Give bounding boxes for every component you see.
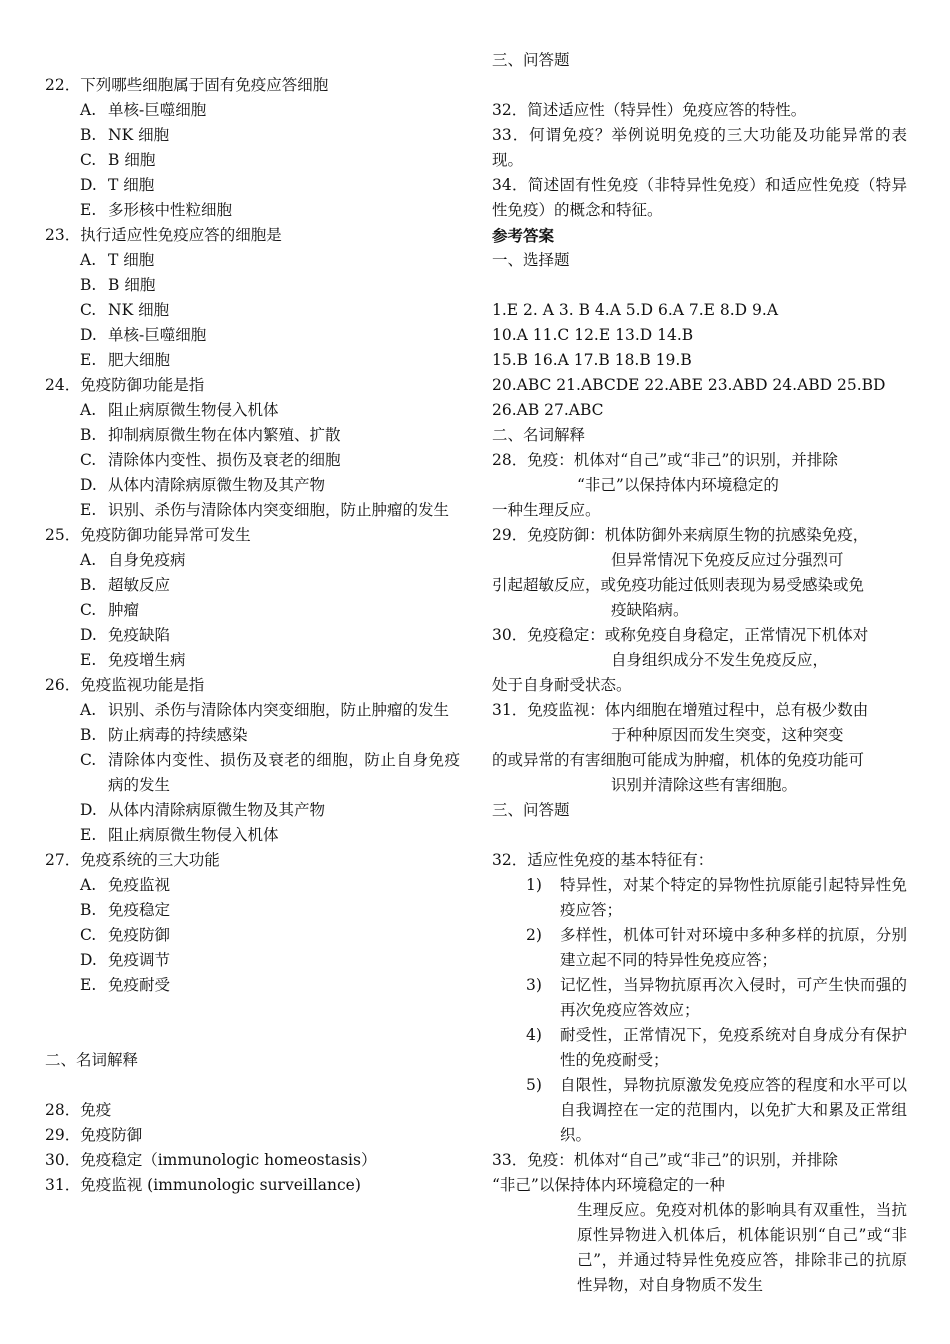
option-text: 免疫缺陷 <box>108 626 171 644</box>
answer-key-line: 26.AB 27.ABC <box>492 401 604 419</box>
option-label: D. <box>80 176 97 194</box>
option-text: 清除体内变性、损伤及衰老的细胞，防止自身免疫病的发生 <box>108 751 460 794</box>
item-number: 5) <box>526 1076 542 1094</box>
option-item <box>45 873 460 898</box>
option-label: A. <box>80 101 97 119</box>
option-text: 单核-巨噬细胞 <box>108 326 207 344</box>
option-text: NK 细胞 <box>108 301 170 319</box>
option-text: B 细胞 <box>108 276 156 294</box>
answer-33-line1: 33．免疫：机体对“自己”或“非己”的识别，并排除 <box>492 1151 838 1169</box>
option-item <box>45 548 460 573</box>
answer-29-line2: 但异常情况下免疫反应过分强烈可 <box>611 551 844 569</box>
answer-30-line2: 自身组织成分不发生免疫反应， <box>611 651 829 669</box>
question-stem: 23．执行适应性免疫应答的细胞是 <box>45 226 282 244</box>
option-label: A. <box>80 876 97 894</box>
option-item <box>45 823 460 848</box>
option-item <box>45 948 460 973</box>
option-text: T 细胞 <box>108 251 155 269</box>
option-text: 超敏反应 <box>108 576 171 594</box>
answer-32-title: 32．适应性免疫的基本特征有： <box>492 851 714 869</box>
option-text: T 细胞 <box>108 176 155 194</box>
item-text: 记忆性，当异物抗原再次入侵时，可产生快而强的再次免疫应答效应； <box>560 976 907 1019</box>
option-item <box>45 198 460 223</box>
option-label: B. <box>80 901 97 919</box>
answers-section-qa: 三、问答题 <box>492 801 570 819</box>
option-label: D. <box>80 476 97 494</box>
answer-29-line3: 引起超敏反应，或免疫功能过低则表现为易受感染或免 <box>492 576 865 594</box>
question-34: 34．简述固有性免疫（非特异性免疫）和适应性免疫（特异性免疫）的概念和特征。 <box>492 176 907 219</box>
answer-key <box>492 298 907 423</box>
term-item: 31．免疫监视 (immunologic surveillance) <box>45 1176 361 1194</box>
option-text: 多形核中性粒细胞 <box>108 201 233 219</box>
answer-31-line1: 31．免疫监视：体内细胞在增殖过程中，总有极少数由 <box>492 701 869 719</box>
option-item <box>45 123 460 148</box>
option-text: 肥大细胞 <box>108 351 171 369</box>
answer-key-line: 10.A 11.C 12.E 13.D 14.B <box>492 326 694 344</box>
option-label: A. <box>80 401 97 419</box>
option-text: 从体内清除病原微生物及其产物 <box>108 801 326 819</box>
option-item <box>45 423 460 448</box>
term-item: 29．免疫防御 <box>45 1126 143 1144</box>
option-label: E. <box>80 976 97 994</box>
option-label: D. <box>80 326 97 344</box>
option-item <box>45 148 460 173</box>
option-item <box>45 398 460 423</box>
answers-section-choice: 一、选择题 <box>492 251 570 269</box>
option-text: 识别、杀伤与清除体内突变细胞，防止肿瘤的发生 <box>108 501 450 519</box>
question-stem: 26．免疫监视功能是指 <box>45 676 205 694</box>
option-label: E. <box>80 501 97 519</box>
option-item <box>45 348 460 373</box>
option-label: E. <box>80 351 97 369</box>
item-number: 3) <box>526 976 542 994</box>
option-label: C. <box>80 926 97 944</box>
option-label: B. <box>80 576 97 594</box>
option-label: C. <box>80 151 97 169</box>
item-text: 耐受性，正常情况下，免疫系统对自身成分有保护性的免疫耐受； <box>560 1026 907 1069</box>
section-title-terms: 二、名词解释 <box>45 1051 139 1069</box>
answer-28-line1: 28．免疫：机体对“自己”或“非己”的识别，并排除 <box>492 451 838 469</box>
option-label: A. <box>80 701 97 719</box>
option-label: E. <box>80 826 97 844</box>
option-label: A. <box>80 551 97 569</box>
answer-32-item <box>492 1023 907 1073</box>
answer-32-item <box>492 873 907 923</box>
option-label: D. <box>80 801 97 819</box>
option-text: 免疫防御 <box>108 926 171 944</box>
option-label: A. <box>80 251 97 269</box>
answer-32-item <box>492 923 907 973</box>
option-text: 清除体内变性、损伤及衰老的细胞 <box>108 451 341 469</box>
option-label: C. <box>80 751 97 769</box>
option-label: C. <box>80 301 97 319</box>
answer-31-line3: 的或异常的有害细胞可能成为肿瘤，机体的免疫功能可 <box>492 751 865 769</box>
answer-31-line4: 识别并清除这些有害细胞。 <box>611 776 798 794</box>
term-item: 28．免疫 <box>45 1101 112 1119</box>
option-text: 抑制病原微生物在体内繁殖、扩散 <box>108 426 341 444</box>
option-text: 免疫增生病 <box>108 651 186 669</box>
answer-32-list <box>492 873 907 1148</box>
right-column <box>492 48 907 1298</box>
option-item <box>45 748 460 798</box>
answer-29-line4: 疫缺陷病。 <box>611 601 689 619</box>
option-text: B 细胞 <box>108 151 156 169</box>
option-label: B. <box>80 276 97 294</box>
answer-32-item <box>492 973 907 1023</box>
option-item <box>45 98 460 123</box>
question-33: 33．何谓免疫？举例说明免疫的三大功能及功能异常的表现。 <box>492 126 907 169</box>
option-item <box>45 723 460 748</box>
option-item <box>45 273 460 298</box>
answer-key-line: 20.ABC 21.ABCDE 22.ABE 23.ABD 24.ABD 25.BD <box>492 376 886 394</box>
answer-30-line1: 30．免疫稳定：或称免疫自身稳定，正常情况下机体对 <box>492 626 869 644</box>
option-label: E. <box>80 651 97 669</box>
option-text: 自身免疫病 <box>108 551 186 569</box>
option-item <box>45 898 460 923</box>
item-number: 2) <box>526 926 542 944</box>
option-item <box>45 473 460 498</box>
option-item <box>45 448 460 473</box>
item-text: 特异性，对某个特定的异物性抗原能引起特异性免疫应答； <box>560 876 907 919</box>
option-text: 识别、杀伤与清除体内突变细胞，防止肿瘤的发生 <box>108 701 450 719</box>
section-title-qa: 三、问答题 <box>492 51 570 69</box>
option-label: E. <box>80 201 97 219</box>
option-label: B. <box>80 426 97 444</box>
answers-section-terms: 二、名词解释 <box>492 426 586 444</box>
option-text: 肿瘤 <box>108 601 140 619</box>
option-item <box>45 623 460 648</box>
option-item <box>45 298 460 323</box>
option-item <box>45 598 460 623</box>
option-text: 免疫耐受 <box>108 976 171 994</box>
answer-33-rest: 生理反应。免疫对机体的影响具有双重性，当抗原性异物进入机体后，机体能识别“自己”或“非己”，并通过特异性免疫应答，排除非己的抗原性异物，对自身物质不发生 <box>577 1201 907 1294</box>
option-text: 免疫监视 <box>108 876 171 894</box>
option-label: D. <box>80 626 97 644</box>
answer-32-item <box>492 1073 907 1148</box>
option-item <box>45 973 460 998</box>
option-label: B. <box>80 126 97 144</box>
answer-key-line: 1.E 2. A 3. B 4.A 5.D 6.A 7.E 8.D 9.A <box>492 301 779 319</box>
option-text: 免疫稳定 <box>108 901 171 919</box>
option-item <box>45 648 460 673</box>
option-text: 阻止病原微生物侵入机体 <box>108 401 279 419</box>
option-item <box>45 573 460 598</box>
option-text: 阻止病原微生物侵入机体 <box>108 826 279 844</box>
option-item <box>45 698 460 723</box>
answers-title: 参考答案 <box>492 226 555 245</box>
question-stem: 24．免疫防御功能是指 <box>45 376 205 394</box>
question-stem: 22．下列哪些细胞属于固有免疫应答细胞 <box>45 76 329 94</box>
answer-28-line2: “非己”以保持体内环境稳定的 <box>577 476 779 494</box>
item-number: 4) <box>526 1026 542 1044</box>
item-number: 1) <box>526 876 542 894</box>
option-item <box>45 323 460 348</box>
answer-29-line1: 29．免疫防御：机体防御外来病原生物的抗感染免疫， <box>492 526 869 544</box>
term-item: 30．免疫稳定（immunologic homeostasis） <box>45 1151 377 1169</box>
option-text: NK 细胞 <box>108 126 170 144</box>
question-stem: 25．免疫防御功能异常可发生 <box>45 526 251 544</box>
option-item <box>45 248 460 273</box>
item-text: 多样性，机体可针对环境中多种多样的抗原，分别建立起不同的特异性免疫应答； <box>560 926 907 969</box>
option-text: 单核-巨噬细胞 <box>108 101 207 119</box>
answer-key-line: 15.B 16.A 17.B 18.B 19.B <box>492 351 692 369</box>
option-label: C. <box>80 601 97 619</box>
option-item <box>45 798 460 823</box>
option-text: 免疫调节 <box>108 951 171 969</box>
answer-28-line3: 一种生理反应。 <box>492 501 601 519</box>
option-text: 从体内清除病原微生物及其产物 <box>108 476 326 494</box>
item-text: 自限性，异物抗原激发免疫应答的程度和水平可以自我调控在一定的范围内，以免扩大和累及正常组织。 <box>560 1076 907 1144</box>
question-32: 32．简述适应性（特异性）免疫应答的特性。 <box>492 101 807 119</box>
question-stem: 27．免疫系统的三大功能 <box>45 851 220 869</box>
answer-33-line2: “非己”以保持体内环境稳定的一种 <box>492 1176 725 1194</box>
answer-30-line3: 处于自身耐受状态。 <box>492 676 632 694</box>
option-label: B. <box>80 726 97 744</box>
option-item <box>45 923 460 948</box>
left-column <box>45 73 460 1198</box>
answer-31-line2: 于种种原因而发生突变，这种突变 <box>611 726 844 744</box>
option-item <box>45 173 460 198</box>
option-text: 防止病毒的持续感染 <box>108 726 248 744</box>
option-label: D. <box>80 951 97 969</box>
option-label: C. <box>80 451 97 469</box>
option-item <box>45 498 460 523</box>
